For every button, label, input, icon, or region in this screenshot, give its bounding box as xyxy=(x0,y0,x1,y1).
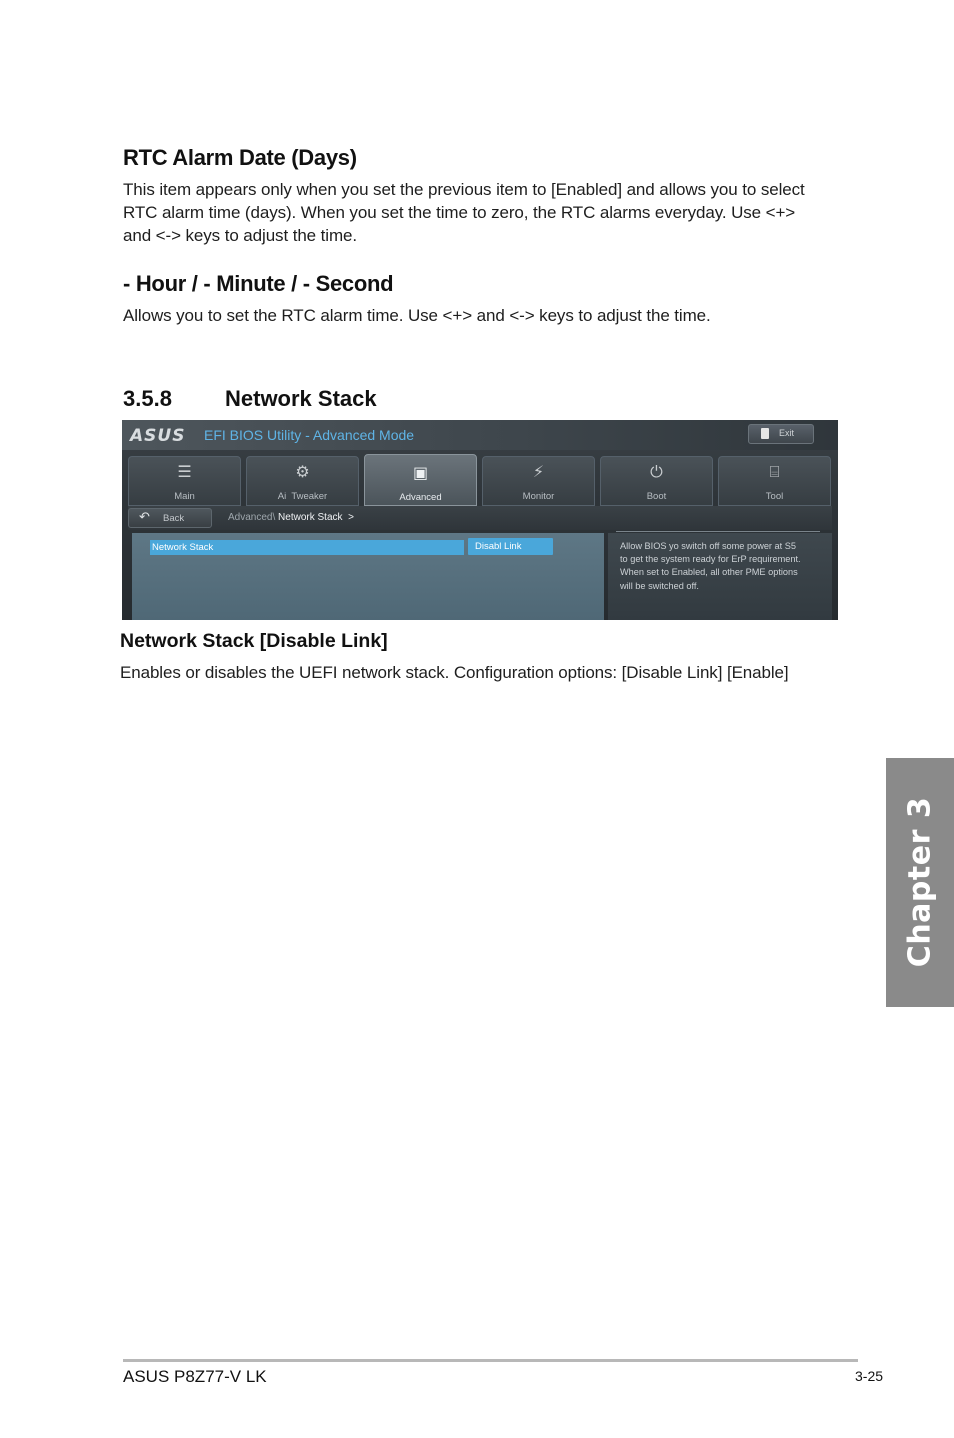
tab-monitor[interactable] xyxy=(482,456,595,506)
tab-monitor-label: Monitor xyxy=(522,491,555,502)
rtc-body-line-1: This item appears only when you set the previous item to [Enabled] and allows you to select xyxy=(123,180,805,199)
breadcrumb-current: Network Stack > xyxy=(278,512,354,523)
footer-rule xyxy=(123,1359,858,1362)
exit-button[interactable] xyxy=(748,424,814,444)
tweaker-icon: ⚙ xyxy=(295,462,310,481)
tab-advanced-label: Advanced xyxy=(399,492,442,503)
tool-icon: ⌸ xyxy=(769,462,780,481)
tab-boot[interactable] xyxy=(600,456,713,506)
tab-boot-label: Boot xyxy=(646,491,667,502)
tab-ai-tweaker-label: Ai Tweaker xyxy=(277,491,328,502)
hour-minute-second-body: Allows you to set the RTC alarm time. Use <+> and <-> keys to adjust the time. xyxy=(123,306,711,325)
section-title: Network Stack xyxy=(225,386,377,411)
exit-label: Exit xyxy=(779,428,795,438)
advanced-icon: ▣ xyxy=(412,463,429,482)
bios-screenshot xyxy=(122,420,838,620)
network-stack-value[interactable]: Disabl Link xyxy=(468,538,553,555)
asus-logo: ASUS xyxy=(130,426,186,446)
network-stack-option-body: Enables or disables the UEFI network stack. Configuration options: [Disable Link] [Enable] xyxy=(120,663,789,682)
rtc-alarm-date-body xyxy=(123,178,843,247)
chapter-tab xyxy=(886,758,954,1007)
power-icon: ⏻ xyxy=(650,462,663,481)
tab-main[interactable] xyxy=(128,456,241,506)
breadcrumb-parent[interactable]: Advanced\ xyxy=(228,512,276,523)
hour-minute-second-heading: - Hour / - Minute / - Second xyxy=(123,271,394,296)
rtc-body-line-3: and <-> keys to adjust the time. xyxy=(123,226,357,245)
help-text: Allow BIOS yo switch off some power at S5 to get the system ready for ErP requirement. When set to Enabled, all other PME options will be switched off. xyxy=(620,541,801,591)
back-button[interactable] xyxy=(128,508,212,528)
tab-advanced[interactable] xyxy=(364,454,477,506)
footer-page-number: 3-25 xyxy=(855,1368,884,1384)
monitor-icon: ⚡ xyxy=(532,462,545,481)
tab-tool-label: Tool xyxy=(765,491,784,502)
section-number: 3.5.8 xyxy=(123,386,172,411)
network-stack-item[interactable]: Network Stack xyxy=(150,540,464,555)
chapter-tab-label: Chapter 3 xyxy=(902,796,938,968)
exit-icon xyxy=(761,428,769,439)
rtc-body-line-2: RTC alarm time (days). When you set the time to zero, the RTC alarms everyday. Use <+> xyxy=(123,203,796,222)
rtc-alarm-date-heading: RTC Alarm Date (Days) xyxy=(123,145,357,170)
help-divider xyxy=(616,531,820,532)
network-stack-option-heading: Network Stack [Disable Link] xyxy=(120,630,388,652)
breadcrumb xyxy=(228,512,354,523)
bios-title: EFI BIOS Utility - Advanced Mode xyxy=(204,427,415,443)
tab-main-label: Main xyxy=(174,491,195,502)
list-icon: ☰ xyxy=(177,462,192,481)
tab-ai-tweaker[interactable] xyxy=(246,456,359,506)
back-label: Back xyxy=(163,513,185,524)
tab-tool[interactable] xyxy=(718,456,831,506)
back-arrow-icon: ↶ xyxy=(139,510,150,525)
footer-product: ASUS P8Z77-V LK xyxy=(123,1367,267,1386)
